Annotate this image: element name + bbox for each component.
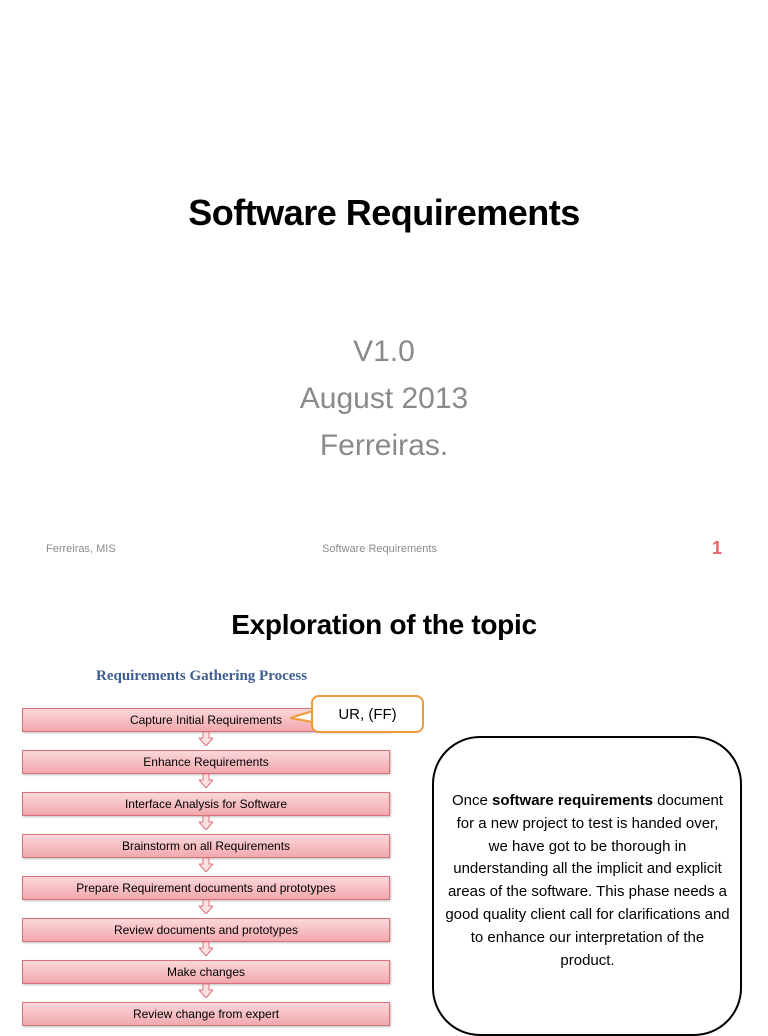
bubble-text-bold: software requirements [492,792,653,809]
page-number: 1 [711,538,722,558]
date-text: August 2013 [299,382,469,415]
slide-title: Software Requirements [188,192,580,233]
down-arrow-icon [199,984,213,998]
step-brainstorm: Brainstorm on all Requirements [22,834,390,858]
step-enhance-requirements: Enhance Requirements [22,750,390,774]
step-review-change-expert: Review change from expert [22,1002,390,1026]
down-arrow-icon [199,942,213,956]
footer-left: Ferreiras, MIS [46,543,116,555]
slide-2-title: Exploration of the topic [231,609,537,640]
ur-ff-callout: UR, (FF) [311,695,424,733]
author-text: Ferreiras. [319,429,449,462]
step-capture-initial-requirements: Capture Initial Requirements [22,708,390,732]
step-review-documents: Review documents and prototypes [22,918,390,942]
down-arrow-icon [199,900,213,914]
version-text: V1.0 [353,335,415,368]
down-arrow-icon [199,732,213,746]
bubble-text [445,790,730,972]
down-arrow-icon [199,858,213,872]
down-arrow-icon [199,816,213,830]
step-prepare-documents: Prepare Requirement documents and prototypes [22,876,390,900]
down-arrow-icon [199,774,213,788]
bubble-text-prefix: Once [452,792,493,809]
footer-center: Software Requirements [322,543,437,555]
step-make-changes: Make changes [22,960,390,984]
bubble-text-suffix: document for a new project to test is handed over, we have got to be thorough in understanding all the implicit and explicit areas of the software. This phase needs a good quality client call for clarifications and to enhance our interpretation of the product. [445,792,730,969]
process-title: Requirements Gathering Process [96,668,308,684]
step-interface-analysis: Interface Analysis for Software [22,792,390,816]
